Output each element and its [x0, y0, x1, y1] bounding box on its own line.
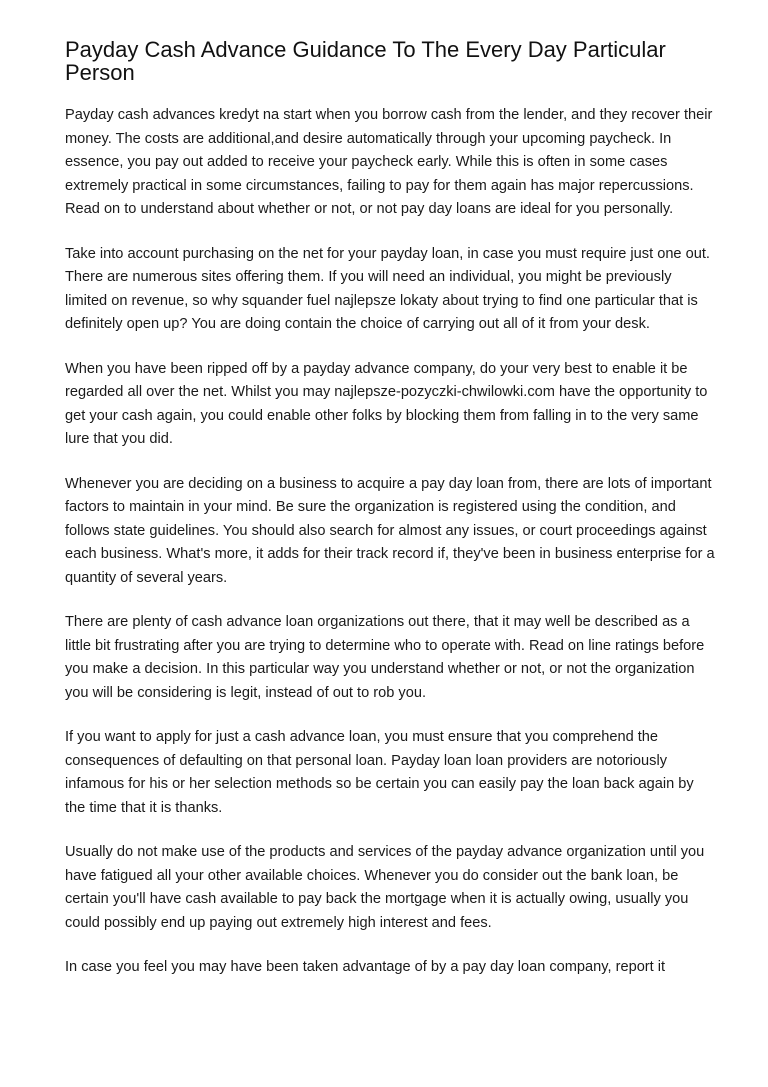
paragraph-1: Payday cash advances kredyt na start when you borrow cash from the lender, and they recover their money. The costs are additional,and desire automatically through your upcoming paycheck. In essence, you pay out added to receive your paycheck early. While this is often in some cases extremely practical in some circumstances, failing to pay for them again has major repercussions. Read on to understand about whether or not, or not pay day loans are ideal for you personally.: [65, 107, 713, 217]
paragraph-6: If you want to apply for just a cash advance loan, you must ensure that you comprehend the consequences of defaulting on that personal loan. Payday loan loan providers are notoriously infamous for his or her selection methods so be certain you can easily pay the loan back again by the time that it is thanks.: [65, 729, 694, 816]
paragraph-3: When you have been ripped off by a payday advance company, do your very best to enable it be regarded all over the net. Whilst you may najlepsze-pozyczki-chwilowki.com have the opportunity to get your cash again, you could enable other folks by blocking them from falling in to the very same lure that you did.: [65, 360, 708, 447]
paragraph-2: Take into account purchasing on the net for your payday loan, in case you must require just one out. There are numerous sites offering them. If you will need an individual, you might be previously limited on revenue, so why squander fuel najlepsze lokaty about trying to find one particular that is definitely open up? You are doing contain the choice of carrying out all of it from your desk.: [65, 245, 710, 332]
document-page: [65, 38, 715, 1001]
paragraph-8: In case you feel you may have been taken advantage of by a pay day loan company, report it: [65, 959, 666, 975]
paragraph-4: Whenever you are deciding on a business to acquire a pay day loan from, there are lots of important factors to maintain in your mind. Be sure the organization is registered using the condition, and follows state guidelines. You should also search for almost any issues, or court proceedings against each business. What's more, it adds for their track record if, they've been in business enterprise for a quantity of several years.: [65, 475, 715, 586]
paragraph-7: Usually do not make use of the products and services of the payday advance organization until you have fatigued all your other available choices. Whenever you do consider out the bank loan, be certain you'll have cash available to pay back the mortgage when it is actually owing, usually you could possibly end up paying out extremely high interest and fees.: [65, 844, 705, 931]
paragraph-5: There are plenty of cash advance loan organizations out there, that it may well be described as a little bit frustrating after you are trying to determine who to operate with. Read on line ratings before you make a decision. In this particular way you understand whether or not, or not the organization you will be considering is legit, instead of out to rob you.: [65, 614, 705, 701]
document-title: Payday Cash Advance Guidance To The Every Day Particular Person: [65, 37, 666, 85]
